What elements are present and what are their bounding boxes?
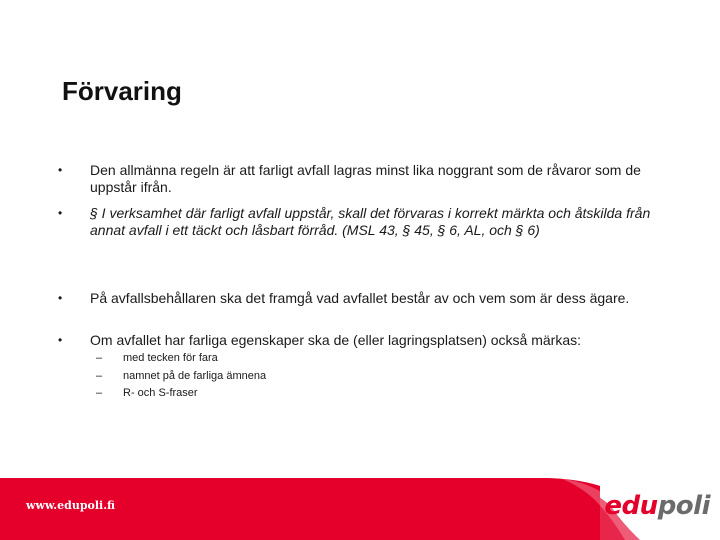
dash-marker: –: [96, 370, 103, 382]
sub-item-text: med tecken för fara: [123, 352, 218, 364]
dash-marker: –: [96, 387, 103, 399]
dash-marker: –: [96, 352, 103, 364]
bullet-marker: •: [58, 333, 63, 347]
bullet-text: Den allmänna regeln är att farligt avfall lagras minst lika noggrant som de råvaror som de uppstår ifrån.: [90, 162, 641, 195]
sub-item-text: R- och S-fraser: [123, 387, 198, 399]
bullet-marker: •: [58, 291, 63, 305]
bullet-marker: •: [58, 163, 63, 177]
bullet-text: Om avfallet har farliga egenskaper ska de (eller lagringsplatsen) också märkas:: [90, 332, 582, 348]
bullet-marker: •: [58, 206, 63, 220]
footer-url: www.edupoli.fi: [26, 499, 116, 512]
slide-title: Förvaring: [62, 76, 182, 106]
edupoli-logo: edupoli: [604, 491, 710, 521]
footer-bar: [0, 478, 720, 540]
bullet-text: § I verksamhet där farligt avfall uppstår, skall det förvaras i korrekt märkta och åtskilda från annat avfall i ett täckt och låsbart förråd. (MSL 43, § 45, § 6, AL, och § 6): [90, 205, 651, 238]
bullet-text: På avfallsbehållaren ska det framgå vad avfallet består av och vem som är dess ägare.: [90, 290, 630, 306]
sub-item-text: namnet på de farliga ämnena: [123, 370, 267, 382]
